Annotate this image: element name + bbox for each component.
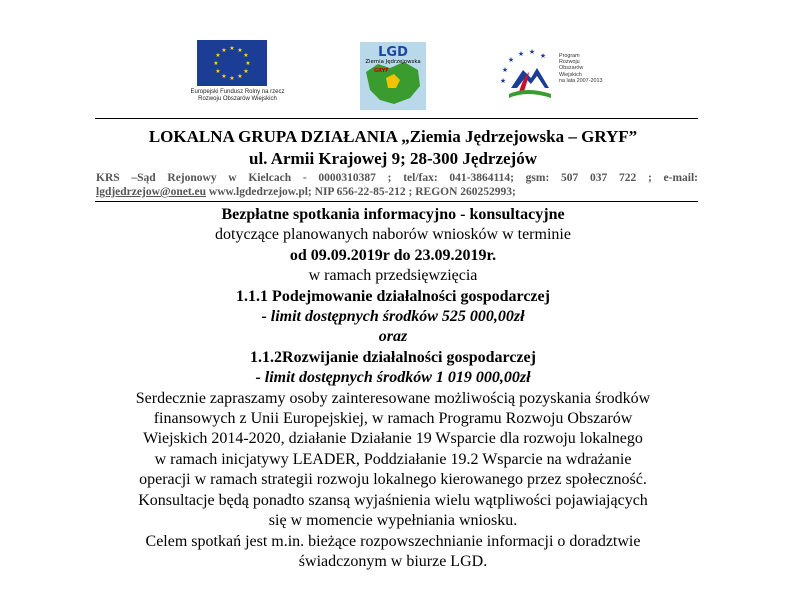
body-line: się w momencie wypełniania wniosku. xyxy=(268,512,518,530)
lgd-gryf: GRYF xyxy=(374,68,389,74)
svg-text:★: ★ xyxy=(501,66,509,74)
announcement-line4: w ramach przedsięwzięcia xyxy=(308,267,478,285)
organization-address: ul. Armii Krajowej 9; 28-300 Jędrzejów xyxy=(249,149,537,168)
body-line: Celem spotkań jest m.in. bieżące rozpowszechnianie informacji o doradztwie xyxy=(145,532,641,550)
svg-text:★: ★ xyxy=(243,52,249,59)
prow-line4: Wiejskich xyxy=(559,71,582,78)
body-line: Wiejskich 2014-2020, działanie Działanie 19 Wsparcie dla rozwoju lokalnego xyxy=(143,430,643,448)
body-text xyxy=(60,389,726,573)
eu-flag-icon xyxy=(197,40,267,86)
logos-row xyxy=(0,40,786,115)
contact-info xyxy=(96,171,698,199)
eu-caption xyxy=(180,89,295,103)
svg-text:★: ★ xyxy=(221,73,227,80)
measure-1: 1.1.1 Podejmowanie działalności gospodarczej xyxy=(236,287,550,305)
prow-text xyxy=(559,53,602,84)
announcement-line2: dotyczące planowanych naborów wniosków w terminie xyxy=(215,226,571,244)
body-line: Konsultacje będą ponadto szansą wyjaśnienia wielu wątpliwości pojawiających xyxy=(138,491,648,509)
measure-2: 1.1.2Rozwijanie działalności gospodarczej xyxy=(250,348,536,366)
lgd-text: LGD xyxy=(378,45,408,60)
prow-line3: Obszarów xyxy=(559,65,584,72)
svg-text:★: ★ xyxy=(243,68,249,75)
svg-text:★: ★ xyxy=(229,45,235,52)
svg-text:★: ★ xyxy=(237,73,243,80)
svg-text:★: ★ xyxy=(507,56,515,64)
prow-logo xyxy=(497,48,612,108)
organization-title: LOKALNA GRUPA DZIAŁANIA „Ziemia Jędrzejowska – GRYF” xyxy=(148,127,638,146)
top-divider xyxy=(95,118,698,119)
svg-text:★: ★ xyxy=(213,60,219,67)
contact-line2 xyxy=(96,185,698,199)
svg-text:★: ★ xyxy=(221,47,227,54)
eu-caption-line1: Europejski Fundusz Rolny na rzecz xyxy=(190,89,285,95)
limit-2: - limit dostępnych środków 1 019 000,00zł xyxy=(255,369,531,387)
body-line: świadczonym w biurze LGD. xyxy=(298,552,488,570)
oraz-text: oraz xyxy=(378,328,408,346)
announcement xyxy=(60,205,726,572)
body-line: Serdecznie zapraszamy osoby zainteresowane możliwością pozyskania środków xyxy=(135,389,651,407)
contact-line1: KRS –Sąd Rejonowy w Kielcach - 0000310387 ; tel/fax: 041-3864114; gsm: 507 037 722 ; e-mail: xyxy=(96,172,698,184)
svg-text:★: ★ xyxy=(215,52,221,59)
eu-logo xyxy=(180,40,295,103)
svg-text:★: ★ xyxy=(539,52,547,60)
svg-text:★: ★ xyxy=(245,60,251,67)
svg-text:★: ★ xyxy=(237,47,243,54)
limit-1: - limit dostępnych środków 525 000,00zł xyxy=(261,308,525,326)
svg-text:★: ★ xyxy=(528,48,536,56)
body-line: w ramach inicjatywy LEADER, Poddziałanie 19.2 Wsparcie na wdrażanie xyxy=(154,450,632,468)
header-divider xyxy=(95,201,698,202)
svg-text:★: ★ xyxy=(215,68,221,75)
contact-line2-rest: www.lgdedrzejow.pl; NIP 656-22-85-212 ; REGON 260252993; xyxy=(206,186,516,198)
prow-line5: na lata 2007-2013 xyxy=(559,77,603,84)
svg-text:★: ★ xyxy=(229,75,235,82)
svg-text:★: ★ xyxy=(499,77,507,85)
email-link[interactable]: lgdjedrzejow@onet.eu xyxy=(96,186,207,198)
announcement-dates: od 09.09.2019r do 23.09.2019r. xyxy=(289,246,497,264)
lgd-logo xyxy=(360,42,426,110)
announcement-heading: Bezpłatne spotkania informacyjno - konsultacyjne xyxy=(221,206,565,223)
eu-caption-line2: Rozwoju Obszarów Wiejskich xyxy=(198,96,277,102)
lgd-subtitle: Ziemia Jędrzejowska xyxy=(365,59,421,65)
body-line: operacji w ramach strategii rozwoju lokalnego kierowanego przez społeczność. xyxy=(139,471,647,489)
prow-line1: Program xyxy=(559,53,580,59)
prow-line2: Rozwoju xyxy=(559,59,580,66)
svg-text:★: ★ xyxy=(517,50,525,58)
body-line: finansowych z Unii Europejskiej, w ramach Programu Rozwoju Obszarów xyxy=(153,410,633,428)
prow-emblem-icon xyxy=(497,48,557,106)
